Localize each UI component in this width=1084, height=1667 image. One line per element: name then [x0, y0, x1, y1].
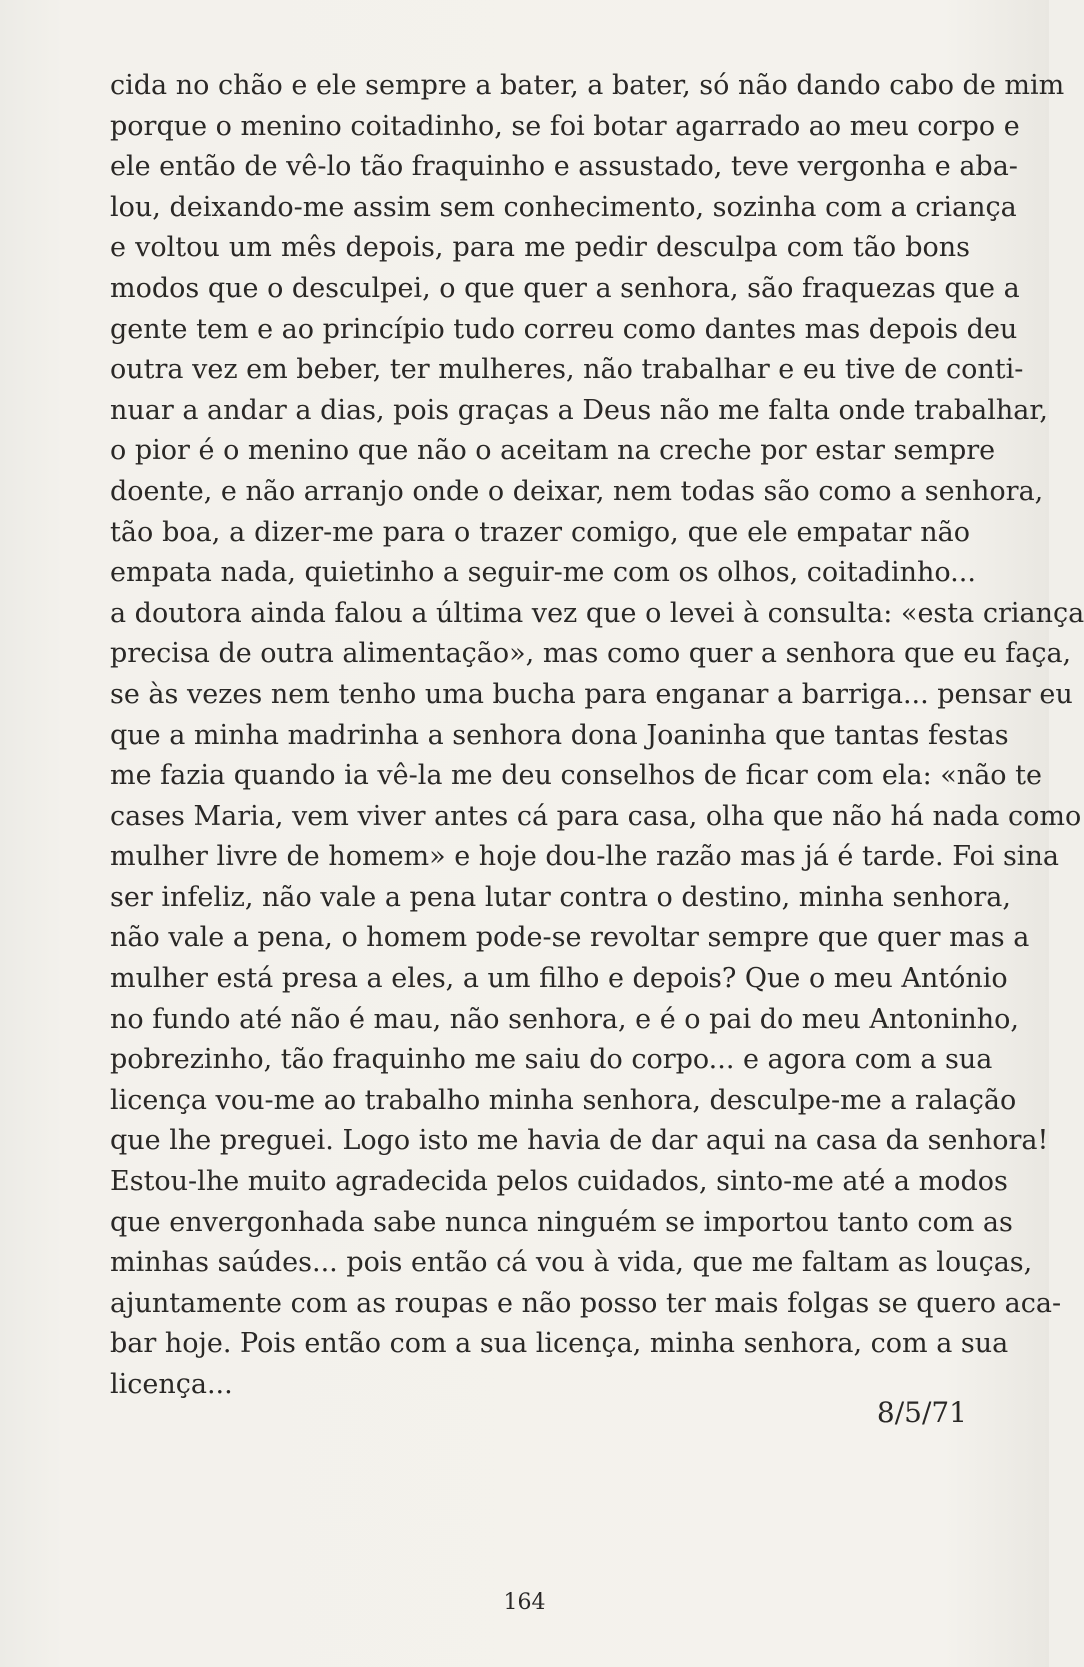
text-line: e voltou um mês depois, para me pedir desculpa com tão bons [110, 232, 970, 264]
text-line: que envergonhada sabe nunca ninguém se importou tanto com as [110, 1206, 1013, 1238]
text-line: outra vez em beber, ter mulheres, não trabalhar e eu tive de conti- [110, 354, 1024, 386]
text-line: que lhe preguei. Logo isto me havia de dar aqui na casa da senhora! [110, 1125, 1049, 1157]
text-line: tão boa, a dizer-me para o trazer comigo, que ele empatar não [110, 516, 970, 548]
text-line: gente tem e ao princípio tudo correu como dantes mas depois deu [110, 313, 1018, 345]
date-signature: 8/5/71 [876, 1396, 967, 1429]
text-line: porque o menino coitadinho, se foi botar agarrado ao meu corpo e [110, 110, 1020, 142]
text-line: que a minha madrinha a senhora dona Joaninha que tantas festas [110, 719, 1009, 751]
text-line: pobrezinho, tão fraquinho me saiu do corpo... e agora com a sua [110, 1044, 993, 1076]
body-text [110, 66, 1084, 1406]
text-line: modos que o desculpei, o que quer a senhora, são fraquezas que a [110, 272, 1020, 304]
text-line: o pior é o menino que não o aceitam na creche por estar sempre [110, 435, 996, 467]
text-line: ele então de vê-lo tão fraquinho e assustado, teve vergonha e aba- [110, 151, 1018, 183]
text-line: cida no chão e ele sempre a bater, a bater, só não dando cabo de mim [110, 70, 1065, 101]
text-line: mulher livre de homem» e hoje dou-lhe razão mas já é tarde. Foi sina [110, 841, 1059, 873]
text-line: mulher está presa a eles, a um filho e depois? Que o meu António [110, 963, 1008, 995]
text-line: precisa de outra alimentação», mas como quer a senhora que eu faça, [110, 638, 1072, 670]
text-line: se às vezes nem tenho uma bucha para enganar a barriga... pensar eu [110, 678, 1073, 710]
text-line: não vale a pena, o homem pode-se revoltar sempre que quer mas a [110, 922, 1030, 954]
text-line: empata nada, quietinho a seguir-me com os olhos, coitadinho... [110, 557, 976, 589]
text-line: ajuntamente com as roupas e não posso ter mais folgas se quero aca- [110, 1287, 1062, 1319]
text-line: licença vou-me ao trabalho minha senhora, desculpe-me a ralação [110, 1084, 1017, 1116]
text-line: minhas saúdes... pois então cá vou à vida, que me faltam as louças, [110, 1247, 1033, 1279]
text-line: doente, e não arranjo onde o deixar, nem todas são como a senhora, [110, 475, 1044, 507]
text-line: ser infeliz, não vale a pena lutar contra o destino, minha senhora, [110, 881, 1011, 913]
text-line-final: licença... [110, 1369, 233, 1400]
text-line: nuar a andar a dias, pois graças a Deus não me falta onde trabalhar, [110, 394, 1048, 426]
text-line: lou, deixando-me assim sem conhecimento, sozinha com a criança [110, 191, 1017, 223]
text-line: Estou-lhe muito agradecida pelos cuidados, sinto-me até a modos [110, 1166, 1008, 1198]
text-line: cases Maria, vem viver antes cá para casa, olha que não há nada como [110, 800, 1082, 832]
text-line: bar hoje. Pois então com a sua licença, minha senhora, com a sua [110, 1328, 1009, 1360]
text-line: a doutora ainda falou a última vez que o levei à consulta: «esta criança [110, 597, 1084, 629]
text-line: me fazia quando ia vê-la me deu conselhos de ficar com ela: «não te [110, 760, 1042, 792]
text-line: no fundo até não é mau, não senhora, e é o pai do meu Antoninho, [110, 1003, 1019, 1035]
page-number: 164 [503, 1590, 546, 1615]
